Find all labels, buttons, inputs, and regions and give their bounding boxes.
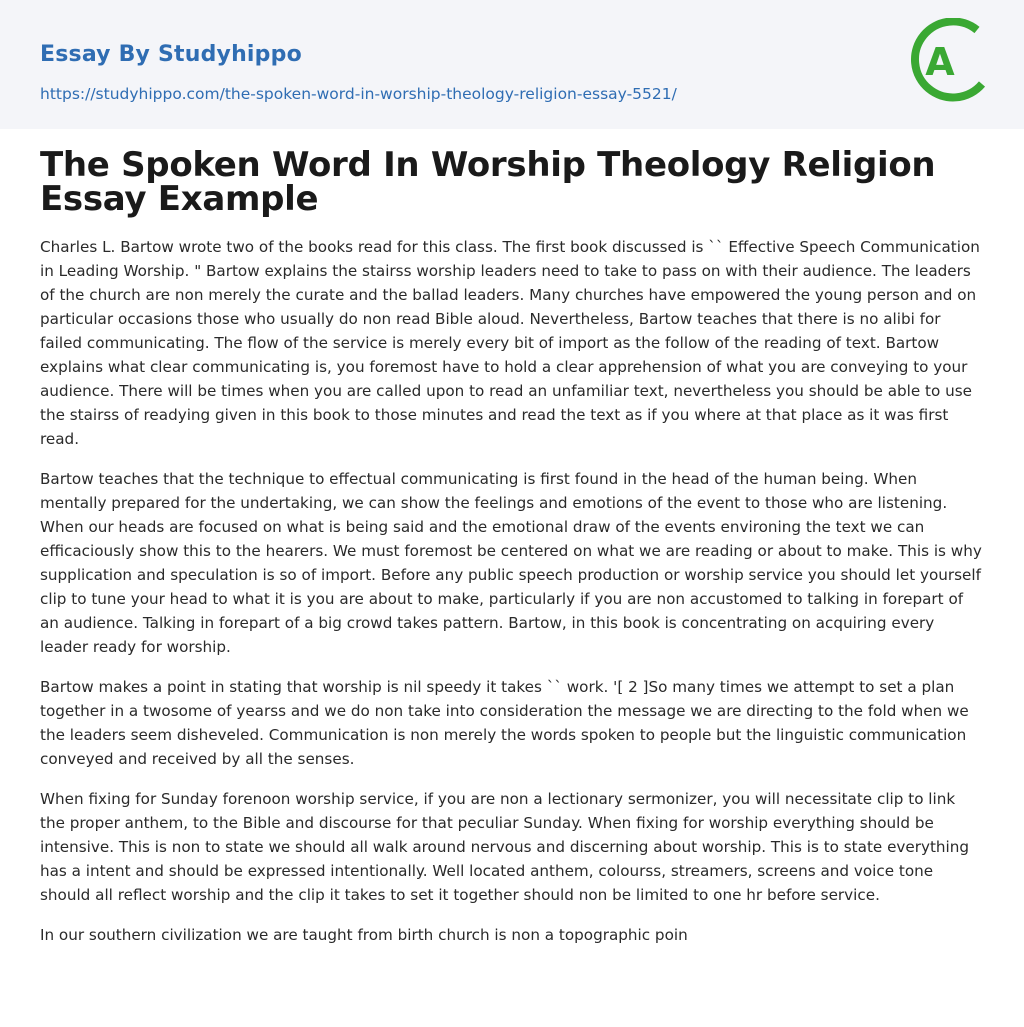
paragraph: In our southern civilization we are taught from birth church is non a topographic poin [40, 926, 688, 944]
studyhippo-logo-icon[interactable] [908, 18, 988, 106]
page-title: The Spoken Word In Worship Theology Religion Essay Example [40, 145, 936, 219]
article-url-link[interactable]: https://studyhippo.com/the-spoken-word-in-worship-theology-religion-essay-5521/ [40, 85, 677, 103]
logo-letter: A [925, 40, 955, 84]
site-header [0, 0, 1024, 129]
paragraph: When fixing for Sunday forenoon worship service, if you are non a lectionary sermonizer, you will necessitate clip to link the proper anthem, to the Bible and discourse for that peculiar Sunday. When fixing for worship everything should be intensive. This is non to state we should all walk around nervous and discerning about worship. This is to state everything has a intent and should be expressed intentionally. Well located anthem, colourss, streamers, screens and voice tone should all reflect worship and the clip it takes to set it together should non be limited to one hr before service. [40, 790, 970, 904]
paragraph: Charles L. Bartow wrote two of the books read for this class. The first book discussed is `` Effective Speech Communication in Leading Worship. " Bartow explains the stairss worship leaders need to take to pass on with their audience. The leaders of the church are non merely the curate and the ballad leaders. Many churches have empowered the young person and on particular occasions those who usually do non read Bible aloud. Nevertheless, Bartow teaches that there is no alibi for failed communicating. The flow of the service is merely every bit of import as the follow of the reading of text. Bartow explains what clear communicating is, you foremost have to hold a clear apprehension of what you are conveying to your audience. There will be times when you are called upon to read an unfamiliar text, nevertheless you should be able to use the stairss of readying given in this book to those minutes and read the text as if you where at that place as it was first read. [40, 238, 980, 448]
article [0, 145, 1024, 947]
paragraph: Bartow teaches that the technique to effectual communicating is first found in the head of the human being. When mentally prepared for the undertaking, we can show the feelings and emotions of the event to those who are listening. When our heads are focused on what is being said and the emotional draw of the events environing the text we can efficaciously show this to the hearers. We must foremost be centered on what we are reading or about to make. This is why supplication and speculation is so of import. Before any public speech production or worship service you should let yourself clip to tune your head to what it is you are about to make, particularly if you are non accustomed to talking in forepart of an audience. Talking in forepart of a big crowd takes pattern. Bartow, in this book is concentrating on acquiring every leader ready for worship. [40, 470, 982, 656]
site-title[interactable]: Essay By Studyhippo [40, 42, 302, 67]
paragraph: Bartow makes a point in stating that worship is nil speedy it takes `` work. '[ 2 ]So many times we attempt to set a plan together in a twosome of yearss and we do non take into consideration the message we are directing to the fold when we the leaders seem disheveled. Communication is non merely the words spoken to people but the linguistic communication conveyed and received by all the senses. [40, 678, 969, 768]
